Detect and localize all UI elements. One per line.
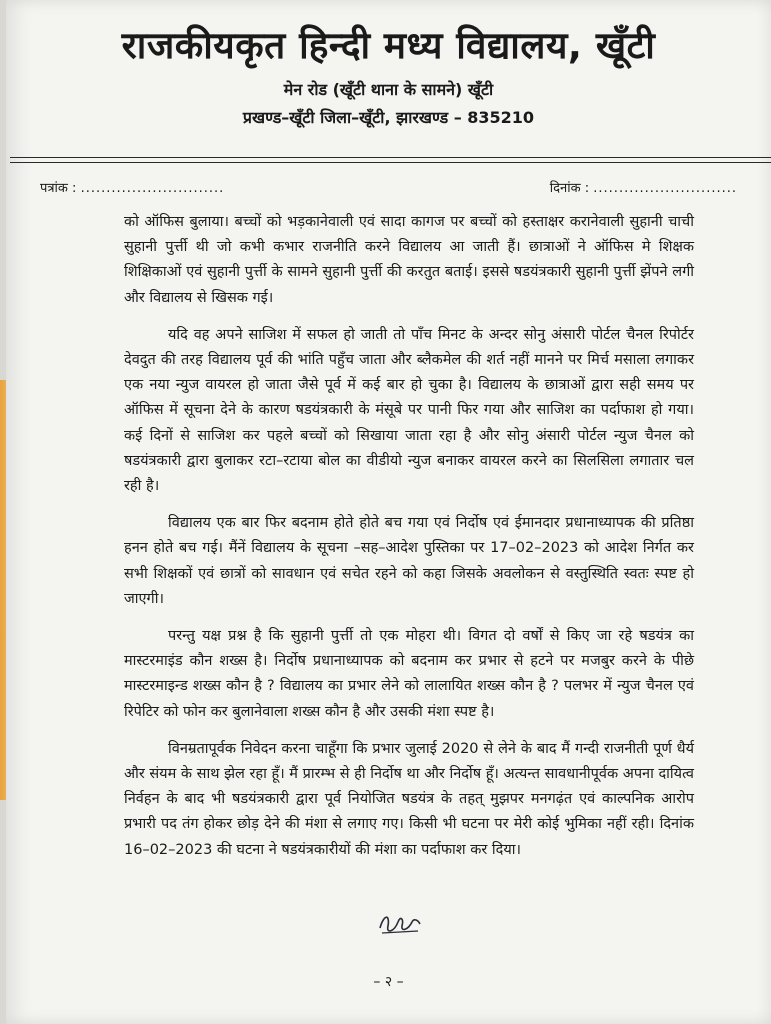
address-line-2: प्रखण्ड–खूँटी जिला–खूँटी, झारखण्ड – 835210 xyxy=(242,108,535,127)
letter-number xyxy=(40,178,224,196)
letter-number-label: पत्रांक : xyxy=(40,181,77,196)
page-number: – २ – xyxy=(373,974,404,990)
address-line-1: मेन रोड (खूँटी थाना के सामने) खूँटी xyxy=(283,80,494,99)
paragraph-5: विनम्रतापूर्वक निवेदन करना चाहूँगा कि प्रभार जुलाई 2020 से लेने के बाद मैं गन्दी राजनीती पूर्ण धैर्य और संयम के साथ झेल रहा हूँ। मैं प्रारम्भ से ही निर्दोष था और निर्दोष हूँ। अत्यन्त सावधानीपूर्वक अपना दायित्व निर्वहन के बाद भी षडयंत्रकारी द्वारा पूर्व नियोजित षडयंत्र के तहत् मुझपर मनगढ़ंत एवं काल्पनिक आरोप प्रभारी पद तंग होकर छोड़ देने की मंशा से लगाए गए। किसी भी घटना पर मेरी कोई भुमिका नहीं रही। दिनांक 16–02–2023 की घटना ने षडयंत्रकारीयों की मंशा का पर्दाफाश कर दिया। xyxy=(124,740,694,858)
signature-icon xyxy=(376,908,424,938)
letter-date-label: दिनांक : xyxy=(549,181,590,196)
paragraph-1: को ऑफिस बुलाया। बच्चों को भड़कानेवाली एवं सादा कागज पर बच्चों को हस्ताक्षर करानेवाली सुहानी चाची सुहानी पुर्त्ती थी जो कभी कभार राजनीति करने विद्यालय आ जाती हैं। छात्राओं ने ऑफिस मे शिक्षक शिक्षिकाओं एवं सुहानी पुर्त्ती के सामने सुहानी पुर्त्ती की करतुत बताई। इससे षडयंत्रकारी सुहानी पुर्त्ती झेंपने लगी और विद्यालय से खिसक गई। xyxy=(124,214,694,306)
letter-body xyxy=(124,210,694,875)
paragraph-3: विद्यालय एक बार फिर बदनाम होते होते बच गया एवं निर्दोष एवं ईमानदार प्रधानाध्यापक की प्रतिष्ठा हनन होते बच गई। मैंनें विद्यालय के सूचना –सह–आदेश पुस्तिका पर 17–02–2023 को आदेश निर्गत कर सभी शिक्षकों एवं छात्रों को सावधान एवं सचेत रहने को कहा जिसके अवलोकन से वस्तुस्थिति स्वतः स्पष्ट हो जाएगी। xyxy=(124,515,694,607)
letterhead xyxy=(6,0,771,128)
letter-page xyxy=(6,0,771,1024)
letter-number-blank: ............................ xyxy=(80,181,225,196)
school-name: राजकीयकृत हिन्दी मध्य विद्यालय, खूँटी xyxy=(121,24,656,67)
paragraph-4: परन्तु यक्ष प्रश्न है कि सुहानी पुर्त्ती तो एक मोहरा थी। विगत दो वर्षों से किए जा रहे षडयंत्र का मास्टरमाइंड कौन शख्स है। निर्दोष प्रधानाध्यापक को बदनाम कर प्रभार से हटने पर मजबुर करने के पीछे मास्टरमाइन्ड शख्स कौन है ? विद्यालय का प्रभार लेने को लालायित शख्स कौन है ? पलभर में न्युज चैनल एवं रिपेटिर को फोन कर बुलानेवाला शख्स कौन है और उसकी मंशा स्पष्ट है। xyxy=(124,628,694,720)
paragraph-2: यदि वह अपने साजिश में सफल हो जाती तो पाँच मिनट के अन्दर सोनु अंसारी पोर्टल चैनल रिपोर्टर देवदुत की तरह विद्यालय पूर्व की भांति पहुँच जाता और ब्लैकमेल की शर्त नहीं मानने पर मिर्च मसाला लगाकर एक नया न्युज वायरल हो जाता जैसे पूर्व में कई बार हो चुका है। विद्यालय के छात्राओं द्वारा सही समय पर ऑफिस में सूचना देने के कारण षडयंत्रकारी के मंसूबे पर पानी फिर गया और साजिश का पर्दाफाश हो गया। कई दिनों से साजिश कर पहले बच्चों को सिखाया जाता रहा है और सोनु अंसारी पोर्टल न्युज चैनल को षडयंत्रकारी द्वारा बुलाकर रटा–रटाया बोल का वीडीयो न्युज बनाकर वायरल करने का सिलसिला लगातार चल रही है। xyxy=(124,326,694,495)
letterhead-rule-top xyxy=(10,157,771,158)
letterhead-rule-bottom xyxy=(10,162,771,163)
letter-date xyxy=(550,178,737,196)
letter-date-blank: ............................ xyxy=(593,181,737,196)
